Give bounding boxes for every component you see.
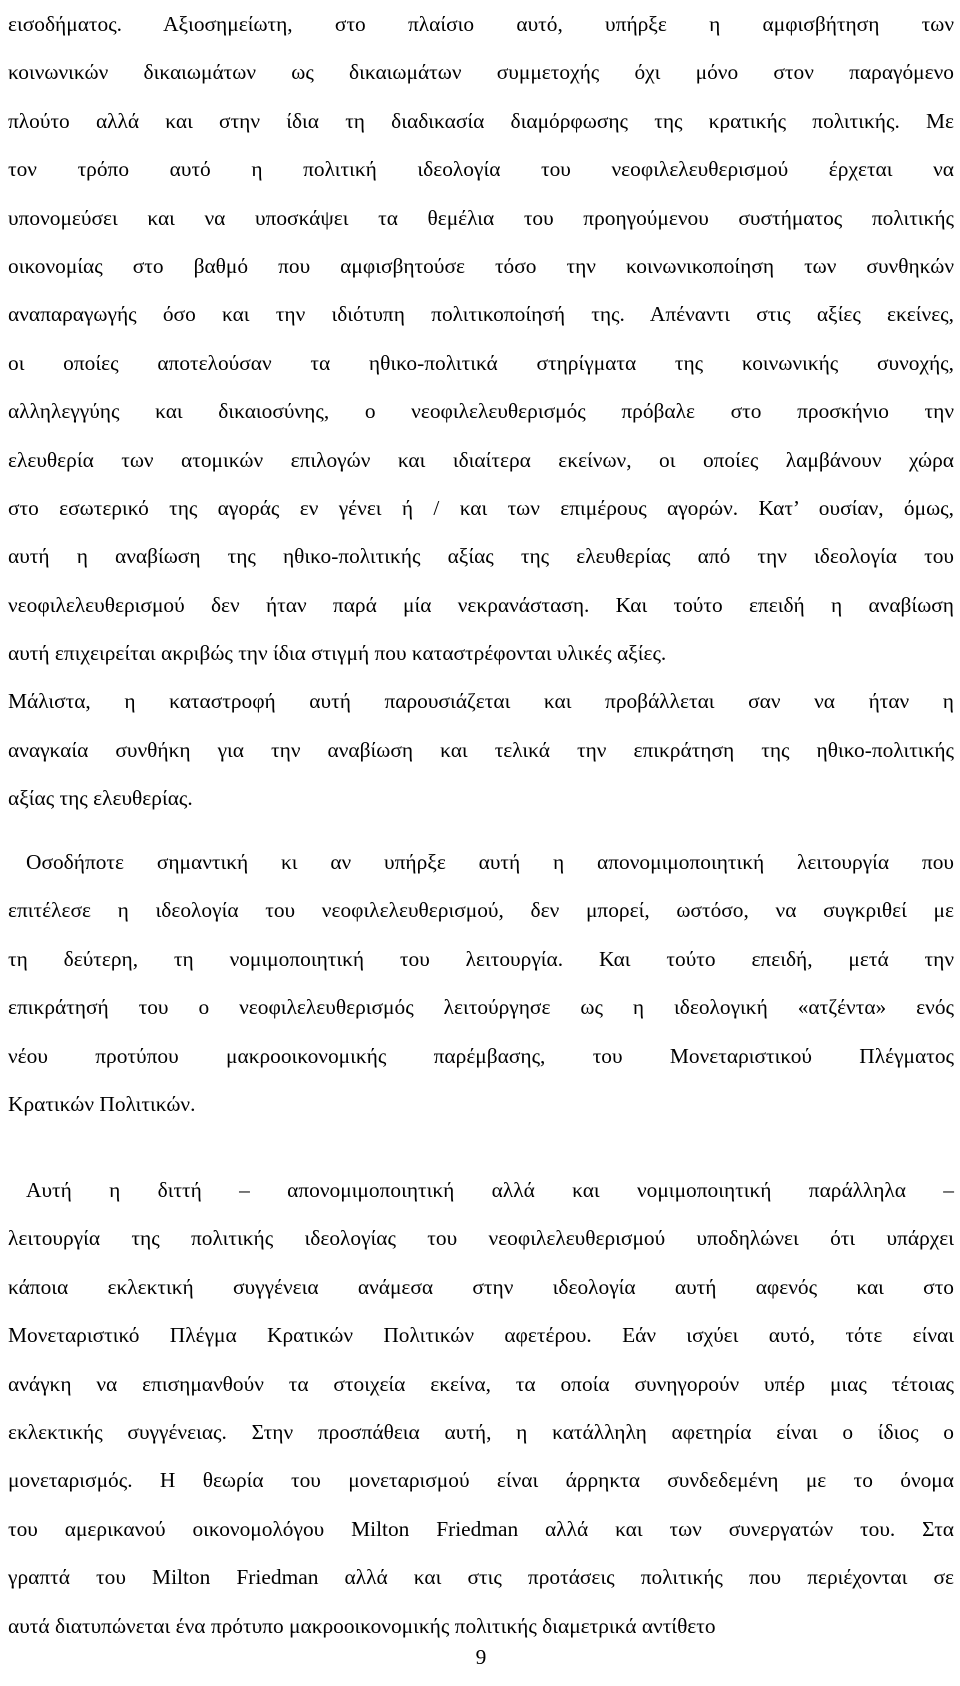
paragraph-line: αναγκαία συνθήκη για την αναβίωση και τελικά την επικράτηση της ηθικο-πολιτικής	[8, 737, 954, 762]
paragraph-line: εκλεκτικής συγγένειας. Στην προσπάθεια αυτή, η κατάλληλη αφετηρία είναι ο ίδιος ο	[8, 1419, 954, 1444]
paragraph-line: τη δεύτερη, τη νομιμοποιητική του λειτουργία. Και τούτο επειδή, μετά την	[8, 946, 954, 971]
paragraph-line: αλληλεγγύης και δικαιοσύνης, ο νεοφιλελευθερισμός πρόβαλε στο προσκήνιο την	[8, 399, 954, 424]
paragraph-line: αυτή η αναβίωση της ηθικο-πολιτικής αξίας της ελευθερίας από την ιδεολογία του	[8, 544, 954, 569]
paragraph-line: ανάγκη να επισημανθούν τα στοιχεία εκείνα, τα οποία συνηγορούν υπέρ μιας τέτοιας	[8, 1371, 954, 1396]
paragraph-2	[8, 838, 954, 1128]
paragraph-line: λειτουργία της πολιτικής ιδεολογίας του νεοφιλελευθερισμού υποδηλώνει ότι υπάρχει	[8, 1226, 954, 1251]
paragraph-line: στο εσωτερικό της αγοράς εν γένει ή / και των επιμέρους αγορών. Κατ’ ουσίαν, όμως,	[8, 495, 954, 520]
paragraph-line: Μάλιστα, η καταστροφή αυτή παρουσιάζεται και προβάλλεται σαν να ήταν η	[8, 689, 954, 714]
paragraph-line: αυτή επιχειρείται ακριβώς την ίδια στιγμή που καταστρέφονται υλικές αξίες.	[8, 641, 667, 666]
paragraph-3	[8, 1166, 954, 1650]
paragraph-line: νεοφιλελευθερισμού δεν ήταν παρά μία νεκρανάσταση. Και τούτο επειδή η αναβίωση	[8, 592, 954, 617]
document-page	[8, 0, 954, 1686]
paragraph-line: πλούτο αλλά και στην ίδια τη διαδικασία διαμόρφωσης της κρατικής πολιτικής. Με	[8, 108, 954, 133]
paragraph-line: αυτά διατυπώνεται ένα πρότυπο μακροοικονομικής πολιτικής διαμετρικά αντίθετο	[8, 1613, 716, 1638]
paragraph-line: μονεταρισμός. Η θεωρία του μονεταρισμού είναι άρρηκτα συνδεδεμένη με το όνομα	[8, 1468, 954, 1493]
paragraph-line: κάποια εκλεκτική συγγένεια ανάμεσα στην ιδεολογία αυτή αφενός και στο	[8, 1274, 954, 1299]
paragraph-line: οι οποίες αποτελούσαν τα ηθικο-πολιτικά στηρίγματα της κοινωνικής συνοχής,	[8, 350, 954, 375]
paragraph-line: ελευθερία των ατομικών επιλογών και ιδιαίτερα εκείνων, οι οποίες λαμβάνουν χώρα	[8, 447, 954, 472]
paragraph-line: αναπαραγωγής όσο και την ιδιότυπη πολιτικοποίησή της. Απέναντι στις αξίες εκείνες,	[8, 302, 954, 327]
paragraph-line: αξίας της ελευθερίας.	[8, 786, 193, 811]
paragraph-line: του αμερικανού οικονομολόγου Milton Friedman αλλά και των συνεργατών του. Στα	[8, 1516, 954, 1541]
paragraph-line: Κρατικών Πολιτικών.	[8, 1091, 196, 1116]
paragraph-1	[8, 0, 954, 823]
paragraph-line: Αυτή η διττή – απονομιμοποιητική αλλά και νομιμοποιητική παράλληλα –	[26, 1178, 954, 1202]
paragraph-line: οικονομίας στο βαθμό που αμφισβητούσε τόσο την κοινωνικοποίηση των συνθηκών	[8, 253, 954, 278]
paragraph-line: γραπτά του Milton Friedman αλλά και στις προτάσεις πολιτικής που περιέχονται σε	[8, 1565, 954, 1590]
paragraph-line: Οσοδήποτε σημαντική κι αν υπήρξε αυτή η απονομιμοποιητική λειτουργία που	[26, 850, 954, 874]
paragraph-line: επικράτησή του ο νεοφιλελευθερισμός λειτούργησε ως η ιδεολογική «ατζέντα» ενός	[8, 995, 954, 1020]
paragraph-line: νέου προτύπου μακροοικονομικής παρέμβασης, του Μονεταριστικού Πλέγματος	[8, 1043, 954, 1068]
paragraph-line: κοινωνικών δικαιωμάτων ως δικαιωμάτων συμμετοχής όχι μόνο στον παραγόμενο	[8, 60, 954, 85]
paragraph-line: εισοδήματος. Αξιοσημείωτη, στο πλαίσιο αυτό, υπήρξε η αμφισβήτηση των	[8, 12, 954, 36]
paragraph-line: Μονεταριστικό Πλέγμα Κρατικών Πολιτικών αφετέρου. Εάν ισχύει αυτό, τότε είναι	[8, 1323, 954, 1348]
paragraph-line: υπονομεύσει και να υποσκάψει τα θεμέλια του προηγούμενου συστήματος πολιτικής	[8, 205, 954, 230]
paragraph-line: επιτέλεσε η ιδεολογία του νεοφιλελευθερισμού, δεν μπορεί, ωστόσο, να συγκριθεί με	[8, 898, 954, 923]
page-number: 9	[475, 1645, 487, 1669]
paragraph-line: τον τρόπο αυτό η πολιτική ιδεολογία του νεοφιλελευθερισμού έρχεται να	[8, 157, 954, 182]
